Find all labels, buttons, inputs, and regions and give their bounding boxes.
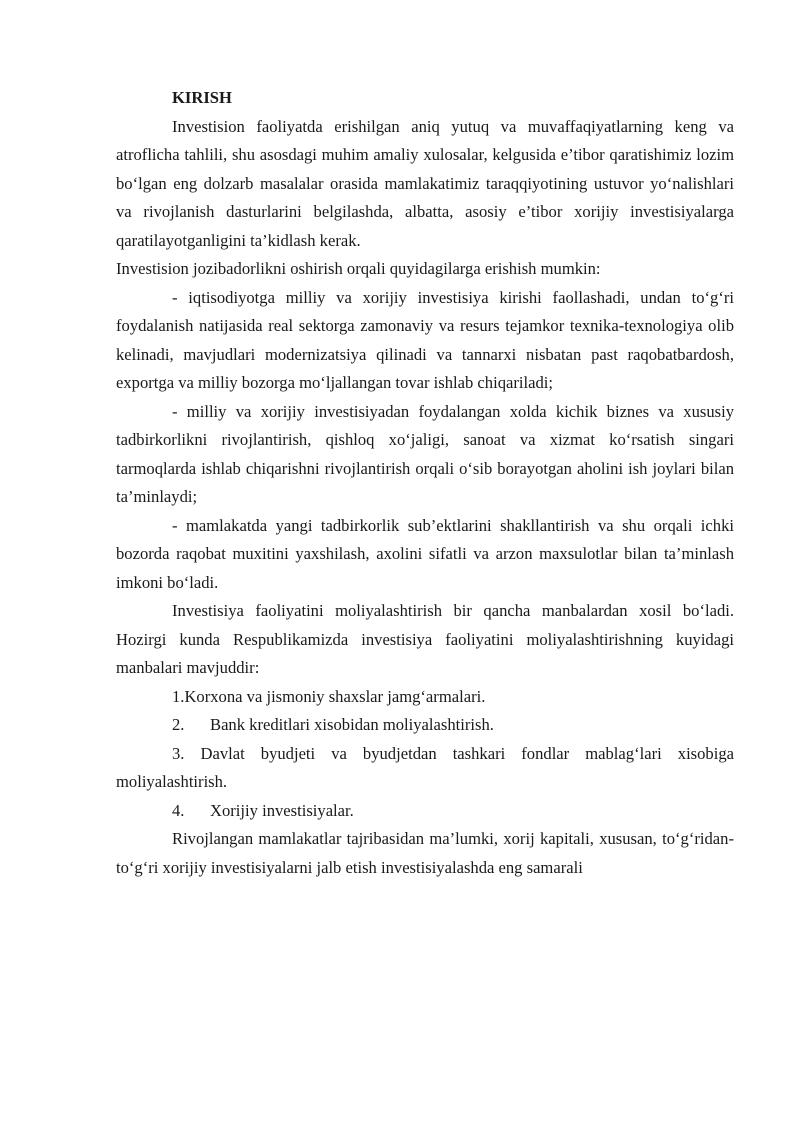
section-heading: KIRISH (172, 88, 232, 107)
paragraph-financing: Investisiya faoliyatini moliyalashtirish bir qancha manbalardan xosil bo‘ladi. Hozirgi kunda Respublikamizda investisiya faoliyatini moliyalashtirishning kuyidagi manbalari mavjuddir: (116, 601, 734, 677)
list-text: Xorijiy investisiyalar. (210, 800, 354, 820)
list-item-4 (116, 797, 734, 826)
document-page (116, 84, 734, 882)
list-item-2 (116, 711, 734, 740)
list-number: 2. (172, 715, 185, 734)
list-number: 4. (172, 800, 185, 820)
list-item-1: 1.Korxona va jismoniy shaxslar jamg‘armalari. (172, 686, 486, 706)
paragraph-attractiveness: Investision jozibadorlikni oshirish orqali quyidagilarga erishish mumkin: (116, 259, 601, 278)
bullet-item-3: - mamlakatda yangi tadbirkorlik sub’ektlarini shakllantirish va shu orqali ichki bozorda raqobat muxitini yaxshilash, axolini sifatli va arzon maxsulotlar bilan ta’minlash imkoni bo‘ladi. (116, 515, 734, 592)
paragraph-intro: Investision faoliyatda erishilgan aniq yutuq va muvaffaqiyatlarning keng va atroflicha tahlili, shu asosdagi muhim amaliy xulosalar, kelgusida e’tibor qaratishimiz lozim bo‘lgan eng dolzarb masalalar orasida mamlakatimiz taraqqiyotining ustuvor yo‘nalishlari va rivojlanish dasturlarini belgilashda, albatta, asosiy e’tibor xorijiy investisiyalarga qaratilayotganligini ta’kidlash kerak. (116, 116, 734, 250)
list-text: Bank kreditlari xisobidan moliyalashtirish. (210, 715, 494, 734)
paragraph-experience: Rivojlangan mamlakatlar tajribasidan ma’lumki, xorij kapitali, xususan, to‘g‘ridan-to‘g‘ri xorijiy investisiyalarni jalb etish investisiyalashda eng samarali (116, 829, 734, 877)
list-item-3: 3. Davlat byudjeti va byudjetdan tashkari fondlar mablag‘lari xisobiga moliyalashtirish. (116, 743, 734, 791)
bullet-item-1: - iqtisodiyotga milliy va xorijiy investisiya kirishi faollashadi, undan to‘g‘ri foydalanish natijasida real sektorga zamonaviy va resurs tejamkor texnika-texnologiya olib kelinadi, mavjudlari modernizatsiya qilinadi va tannarxi nisbatan past raqobatbardosh, exportga va milliy bozorga mo‘ljallangan tovar ishlab chiqariladi; (116, 287, 734, 392)
bullet-item-2: - milliy va xorijiy investisiyadan foydalangan xolda kichik biznes va xususiy tadbirkorlikni rivojlantirish, qishloq xo‘jaligi, sanoat va xizmat ko‘rsatish singari tarmoqlarda ishlab chiqarishni rivojlantirish orqali o‘sib borayotgan aholini ish joylari bilan ta’minlaydi; (116, 401, 734, 506)
